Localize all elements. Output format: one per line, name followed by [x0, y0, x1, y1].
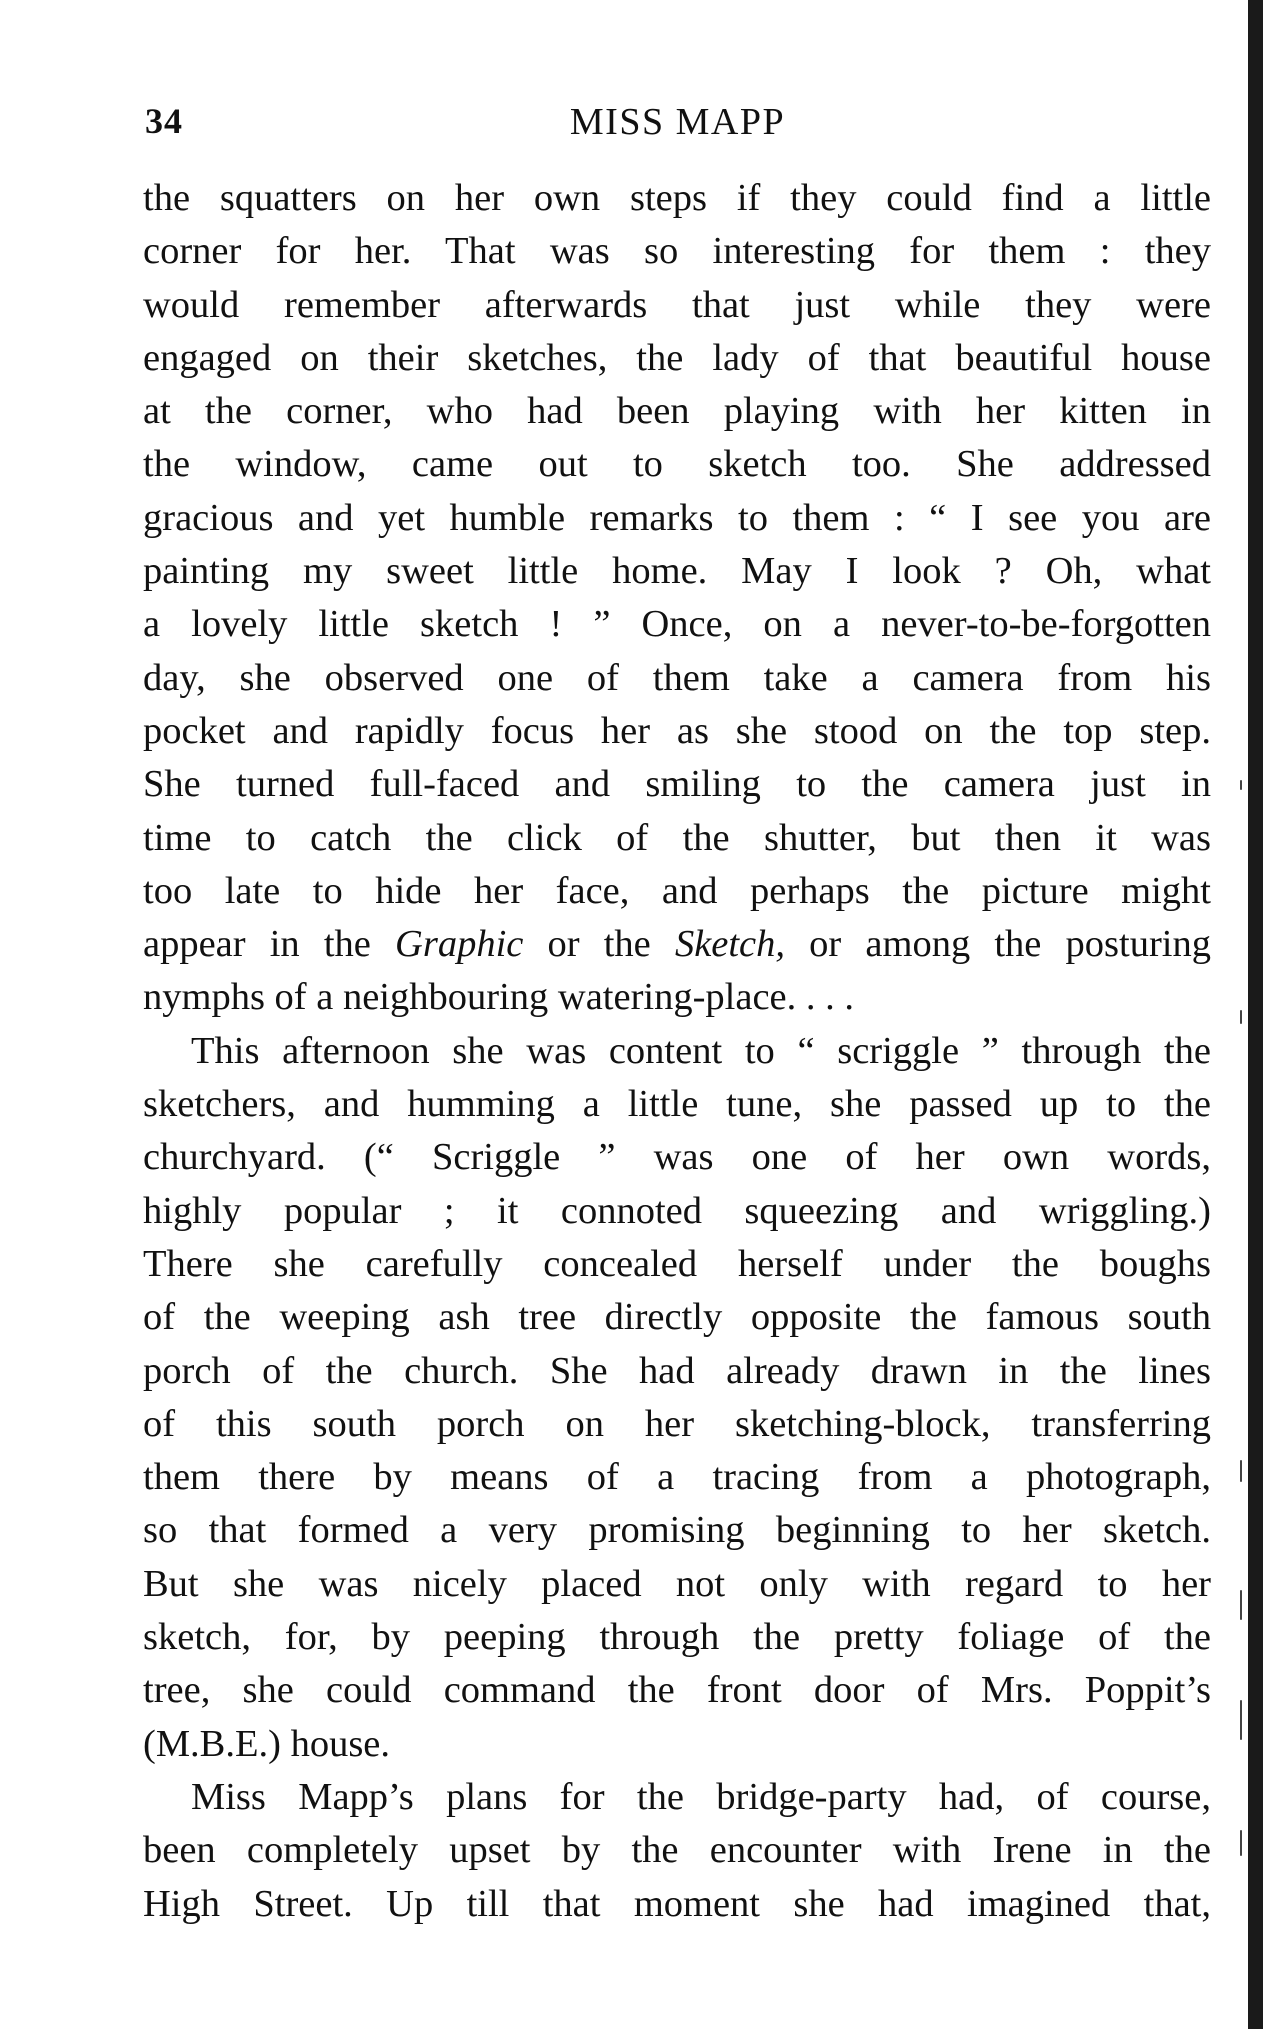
body-text [143, 172, 1211, 1931]
text-line: would remember afterwards that just while they were [143, 283, 1211, 326]
text-line: This afternoon she was content to “ scriggle ” through the [191, 1029, 1211, 1072]
page-number: 34 [145, 101, 183, 141]
text-line: High Street. Up till that moment she had imagined that, [143, 1882, 1211, 1925]
paragraph [143, 1771, 1211, 1931]
text-line: nymphs of a neighbouring watering-place. . . . [143, 976, 854, 1019]
paragraph [143, 1025, 1211, 1771]
paragraph [143, 172, 1211, 1025]
text-line: gracious and yet humble remarks to them : “ I see you are [143, 496, 1211, 539]
text-line: tree, she could command the front door of Mrs. Poppit’s [143, 1669, 1211, 1712]
italic-title: Sketch, [674, 923, 786, 966]
text-line: painting my sweet little home. May I look ? Oh, what [143, 550, 1211, 593]
scan-binding-edge [1248, 0, 1263, 2029]
italic-title: Graphic [395, 923, 524, 966]
text-line: highly popular ; it connoted squeezing and wriggling.) [143, 1189, 1211, 1232]
text-line: day, she observed one of them take a camera from his [143, 656, 1211, 699]
text-line: sketch, for, by peeping through the pretty foliage of the [143, 1616, 1211, 1659]
text-line: of the weeping ash tree directly opposite the famous south [143, 1296, 1211, 1339]
text-line: porch of the church. She had already drawn in the lines [143, 1349, 1211, 1392]
text-line: engaged on their sketches, the lady of that beautiful house [143, 336, 1211, 379]
text-line: been completely upset by the encounter with Irene in the [143, 1829, 1211, 1872]
text-line: corner for her. That was so interesting for them : they [143, 230, 1211, 273]
page-header [145, 100, 1210, 160]
text-line: She turned full-faced and smiling to the camera just in [143, 763, 1211, 806]
text-line: sketchers, and humming a little tune, she passed up to the [143, 1083, 1211, 1126]
text-line: churchyard. (“ Scriggle ” was one of her own words, [143, 1136, 1211, 1179]
text-line: There she carefully concealed herself under the boughs [143, 1242, 1211, 1285]
text-line: of this south porch on her sketching-block, transferring [143, 1402, 1211, 1445]
text-line: a lovely little sketch ! ” Once, on a never-to-be-forgotten [143, 603, 1211, 646]
text-line: the window, came out to sketch too. She addressed [143, 443, 1211, 486]
text-line: Miss Mapp’s plans for the bridge-party had, of course, [191, 1775, 1211, 1818]
text-line: them there by means of a tracing from a photograph, [143, 1456, 1211, 1499]
text-line: the squatters on her own steps if they could find a little [143, 177, 1211, 219]
text-line: appear in the Graphic or the Sketch, or among the posturing [143, 923, 1211, 966]
text-line: so that formed a very promising beginning to her sketch. [143, 1509, 1211, 1552]
text-line: pocket and rapidly focus her as she stood on the top step. [143, 709, 1211, 752]
text-line: at the corner, who had been playing with her kitten in [143, 390, 1211, 433]
scan-margin-specks [1236, 0, 1246, 2029]
running-head: MISS MAPP [569, 101, 786, 143]
text-line: But she was nicely placed not only with regard to her [143, 1562, 1211, 1605]
text-line: too late to hide her face, and perhaps the picture might [143, 869, 1211, 912]
text-line: time to catch the click of the shutter, but then it was [143, 816, 1211, 859]
text-line: (M.B.E.) house. [143, 1722, 391, 1765]
